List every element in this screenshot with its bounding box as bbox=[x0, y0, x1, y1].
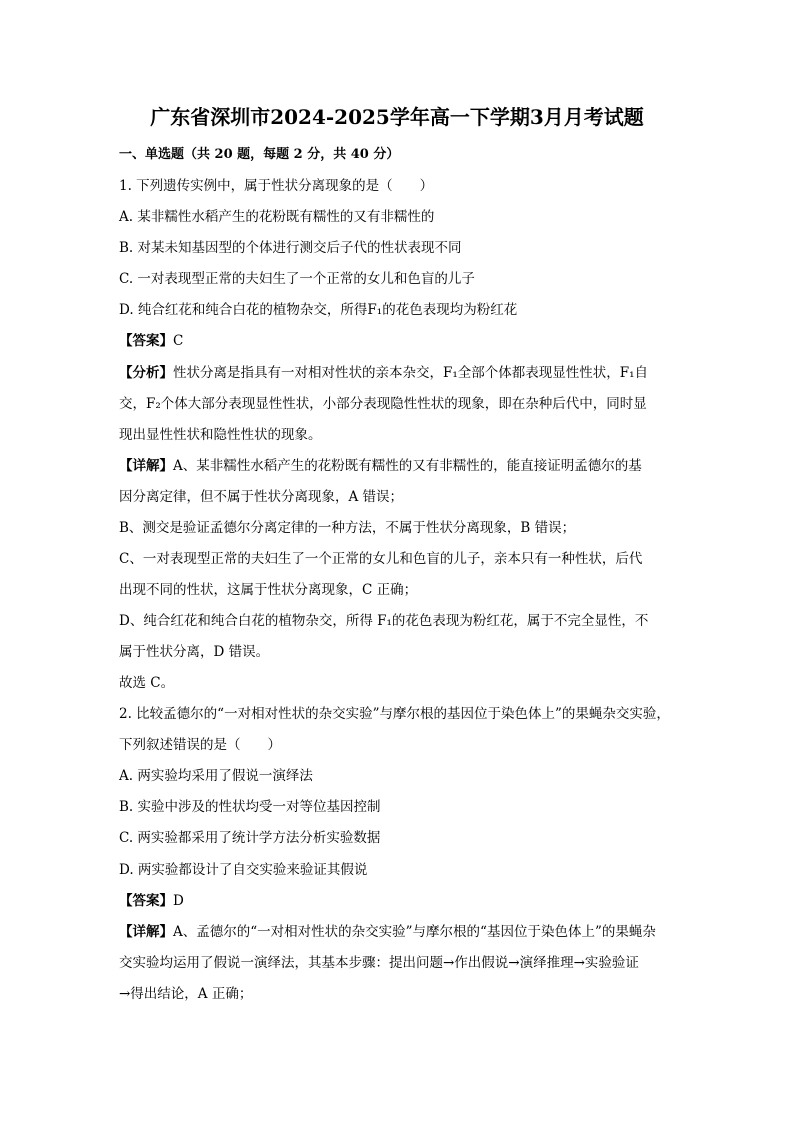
page-title: 广东省深圳市2024-2025学年高一下学期3月月考试题 bbox=[150, 105, 644, 129]
question-2-stem-line-1: 2. 比较孟德尔的“一对相对性状的杂交实验”与摩尔根的基因位于染色体上”的果蝇杂交实验， bbox=[119, 706, 670, 722]
question-1-analysis-line-3: 现出显性性状和隐性性状的现象。 bbox=[119, 427, 322, 443]
question-1-detail-line-1 bbox=[119, 457, 642, 475]
detail-text: A、孟德尔的“一对相对性状的杂交实验”与摩尔根的“基因位于染色体上”的果蝇杂 bbox=[173, 924, 656, 940]
question-2-option-c: C. 两实验都采用了统计学方法分析实验数据 bbox=[119, 830, 381, 846]
question-1-conclusion: 故选 C。 bbox=[119, 675, 175, 691]
question-2-detail-line-2: 交实验均运用了假说一演绎法，其基本步骤：提出问题→作出假说→演绎推理→实验验证 bbox=[119, 955, 639, 971]
question-1-analysis-line-2: 交，F₂个体大部分表现显性性状，小部分表现隐性性状的现象，即在杂种后代中，同时显 bbox=[119, 396, 647, 412]
question-2-option-d: D. 两实验都设计了自交实验来验证其假说 bbox=[119, 862, 368, 878]
question-2-option-b: B. 实验中涉及的性状均受一对等位基因控制 bbox=[119, 799, 381, 815]
question-1-option-c: C. 一对表现型正常的夫妇生了一个正常的女儿和色盲的儿子 bbox=[119, 271, 475, 287]
answer-tag: 【答案】 bbox=[119, 333, 173, 349]
question-1-stem: 1. 下列遗传实例中，属于性状分离现象的是（ ） bbox=[119, 178, 434, 194]
question-1-detail-line-5: 出现不同的性状，这属于性状分离现象，C 正确； bbox=[119, 582, 418, 598]
question-2-option-a: A. 两实验均采用了假说一演绎法 bbox=[119, 768, 313, 784]
detail-text: A、某非糯性水稻产生的花粉既有糯性的又有非糯性的，能直接证明孟德尔的基 bbox=[173, 458, 642, 474]
question-1-answer bbox=[119, 332, 183, 350]
question-2-detail-line-1 bbox=[119, 923, 656, 941]
question-1-detail-line-7: 属于性状分离，D 错误。 bbox=[119, 644, 270, 660]
question-1-analysis-line-1 bbox=[119, 364, 648, 382]
answer-value: D bbox=[173, 893, 184, 909]
question-1-option-d: D. 纯合红花和纯合白花的植物杂交，所得F₁的花色表现均为粉红花 bbox=[119, 302, 518, 318]
detail-tag: 【详解】 bbox=[119, 924, 173, 940]
section-heading: 一、单选题（共 20 题，每题 2 分，共 40 分） bbox=[119, 147, 400, 162]
question-2-detail-line-3: →得出结论，A 正确； bbox=[119, 986, 253, 1002]
analysis-text: 性状分离是指具有一对相对性状的亲本杂交，F₁全部个体都表现显性性状，F₁自 bbox=[173, 365, 649, 381]
question-2-answer bbox=[119, 892, 184, 910]
question-1-option-a: A. 某非糯性水稻产生的花粉既有糯性的又有非糯性的 bbox=[119, 209, 435, 225]
answer-value: C bbox=[173, 333, 184, 349]
analysis-tag: 【分析】 bbox=[119, 365, 173, 381]
question-1-option-b: B. 对某未知基因型的个体进行测交后子代的性状表现不同 bbox=[119, 240, 462, 256]
answer-tag: 【答案】 bbox=[119, 893, 173, 909]
question-1-detail-line-3: B、测交是验证孟德尔分离定律的一种方法，不属于性状分离现象，B 错误； bbox=[119, 520, 576, 536]
detail-tag: 【详解】 bbox=[119, 458, 173, 474]
question-1-detail-line-6: D、纯合红花和纯合白花的植物杂交，所得 F₁的花色表现为粉红花，属于不完全显性，不 bbox=[119, 613, 649, 629]
question-1-detail-line-2: 因分离定律，但不属于性状分离现象，A 错误； bbox=[119, 489, 404, 505]
question-1-detail-line-4: C、一对表现型正常的夫妇生了一个正常的女儿和色盲的儿子，亲本只有一种性状，后代 bbox=[119, 551, 643, 567]
question-2-stem-line-2: 下列叙述错误的是（ ） bbox=[119, 737, 281, 753]
